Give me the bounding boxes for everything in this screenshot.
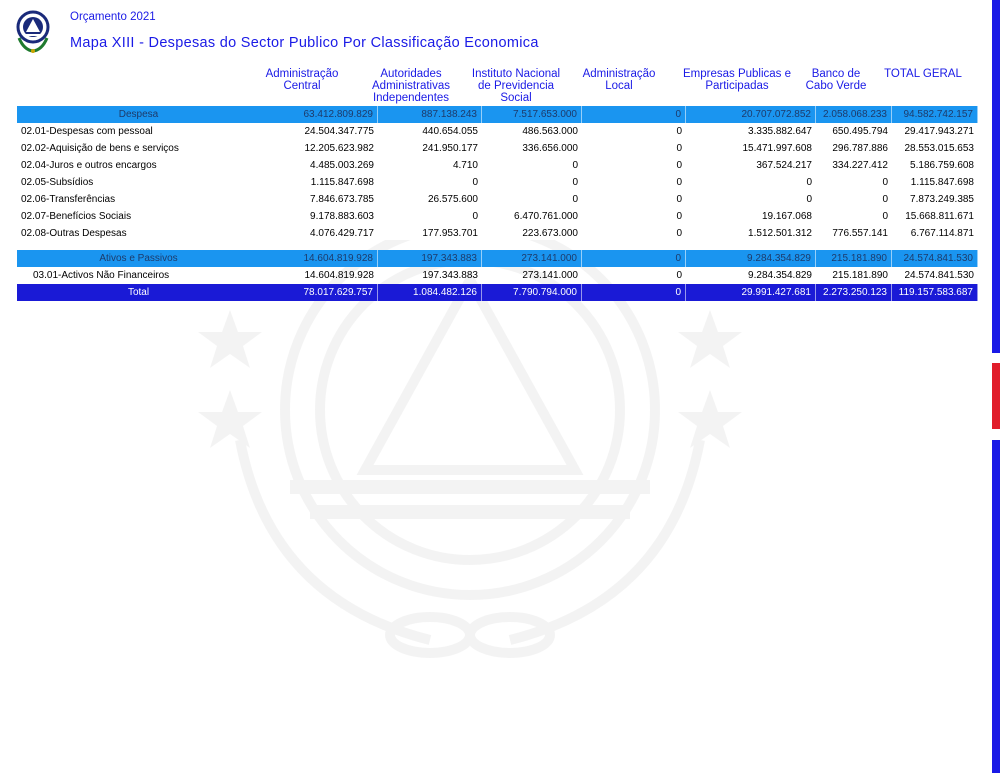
table-row (17, 267, 978, 284)
edge-bar-red (992, 363, 1000, 429)
cell: 1.084.482.126 (378, 284, 482, 301)
row-label: Total (127, 287, 150, 298)
cell: 0 (676, 194, 682, 205)
cell: 0 (882, 177, 888, 188)
cell: 0 (806, 177, 812, 188)
table-row (17, 123, 978, 140)
row-label: 02.05-Subsídios (21, 177, 94, 188)
cell: 6.470.761.000 (514, 211, 578, 222)
cell: 14.604.819.928 (304, 270, 374, 281)
row-label: Despesa (118, 109, 159, 120)
column-header-banco-cabo-verde: Banco de Cabo Verde (805, 68, 867, 92)
cell: 26.575.600 (427, 194, 478, 205)
cell: 296.787.886 (832, 143, 888, 154)
cell: 0 (676, 228, 682, 239)
cell: 4.076.429.717 (310, 228, 374, 239)
cell: 19.167.068 (761, 211, 812, 222)
cell: 20.707.072.852 (686, 106, 816, 123)
cell: 4.710 (452, 160, 478, 171)
cell: 14.604.819.928 (260, 250, 378, 267)
cell: 0 (676, 160, 682, 171)
row-label: Ativos e Passivos (99, 253, 178, 264)
column-header-empresas-publicas: Empresas Publicas e Participadas (682, 68, 792, 92)
column-header-administracao-local: Administração Local (582, 68, 656, 92)
cell: 336.656.000 (522, 143, 578, 154)
cell: 24.574.841.530 (904, 270, 974, 281)
cell: 273.141.000 (522, 270, 578, 281)
cell: 273.141.000 (482, 250, 582, 267)
edge-bar-blue-top (992, 0, 1000, 353)
cell: 0 (582, 250, 686, 267)
cell: 9.178.883.603 (310, 211, 374, 222)
cell: 0 (806, 194, 812, 205)
cell: 215.181.890 (816, 250, 892, 267)
budget-year-label: Orçamento 2021 (70, 11, 156, 23)
cell: 29.417.943.271 (904, 126, 974, 137)
row-label: 02.07-Benefícios Sociais (21, 211, 132, 222)
cell: 7.790.794.000 (482, 284, 582, 301)
table-row (17, 208, 978, 225)
cell: 1.512.501.312 (748, 228, 812, 239)
page-title: Mapa XIII - Despesas do Sector Publico Por Classificação Economica (70, 35, 539, 51)
cell: 3.335.882.647 (748, 126, 812, 137)
cell: 9.284.354.829 (686, 250, 816, 267)
cell: 440.654.055 (422, 126, 478, 137)
cell: 0 (676, 177, 682, 188)
cell: 15.471.997.608 (742, 143, 812, 154)
cell: 0 (572, 160, 578, 171)
table-row-total (17, 284, 978, 301)
coat-of-arms-icon (16, 10, 50, 54)
table-row-despesa (17, 106, 978, 123)
cell: 28.553.015.653 (904, 143, 974, 154)
cell: 223.673.000 (522, 228, 578, 239)
column-header-inps: Instituto Nacional de Previdencia Social (471, 68, 561, 104)
cell: 4.485.003.269 (310, 160, 374, 171)
cell: 94.582.742.157 (892, 106, 978, 123)
cell: 1.115.847.698 (310, 177, 374, 188)
cell: 15.668.811.671 (905, 211, 974, 222)
cell: 887.138.243 (378, 106, 482, 123)
row-label: 03.01-Activos Não Financeiros (33, 270, 170, 281)
cell: 7.846.673.785 (310, 194, 374, 205)
cell: 5.186.759.608 (910, 160, 974, 171)
row-label: 02.06-Transferências (21, 194, 116, 205)
cell: 78.017.629.757 (260, 284, 378, 301)
row-label: 02.08-Outras Despesas (21, 228, 127, 239)
cell: 63.412.809.829 (260, 106, 378, 123)
cell: 2.058.068.233 (816, 106, 892, 123)
column-header-total-geral: TOTAL GERAL (884, 68, 962, 80)
cell: 177.953.701 (422, 228, 478, 239)
cell: 0 (572, 194, 578, 205)
table-row-ativos-passivos (17, 250, 978, 267)
cell: 12.205.623.982 (304, 143, 374, 154)
cell: 1.115.847.698 (910, 177, 974, 188)
cell: 2.273.250.123 (816, 284, 892, 301)
cell: 650.495.794 (832, 126, 888, 137)
cell: 0 (472, 211, 478, 222)
edge-bar-blue-bottom (992, 440, 1000, 773)
cell: 367.524.217 (756, 160, 812, 171)
cell: 29.991.427.681 (686, 284, 816, 301)
cell: 215.181.890 (832, 270, 888, 281)
cell: 6.767.114.871 (910, 228, 974, 239)
cell: 0 (676, 143, 682, 154)
cell: 0 (676, 270, 682, 281)
column-header-administracao-central: Administração Central (265, 68, 339, 92)
row-label: 02.04-Juros e outros encargos (21, 160, 157, 171)
cell: 7.517.653.000 (482, 106, 582, 123)
cell: 0 (582, 106, 686, 123)
cell: 334.227.412 (832, 160, 888, 171)
table-row (17, 191, 978, 208)
cell: 24.574.841.530 (892, 250, 978, 267)
table-row (17, 157, 978, 174)
cell: 0 (676, 211, 682, 222)
cell: 0 (582, 284, 686, 301)
cell: 0 (676, 126, 682, 137)
cell: 7.873.249.385 (910, 194, 974, 205)
cell: 197.343.883 (378, 250, 482, 267)
coat-of-arms-watermark (180, 240, 760, 670)
cell: 0 (882, 194, 888, 205)
cell: 0 (472, 177, 478, 188)
cell: 119.157.583.687 (892, 284, 978, 301)
cell: 0 (882, 211, 888, 222)
cell: 9.284.354.829 (748, 270, 812, 281)
table-row (17, 140, 978, 157)
table-row (17, 225, 978, 242)
cell: 197.343.883 (422, 270, 478, 281)
cell: 486.563.000 (522, 126, 578, 137)
cell: 241.950.177 (422, 143, 478, 154)
row-label: 02.02-Aquisição de bens e serviços (21, 143, 179, 154)
table-row (17, 174, 978, 191)
expense-table (17, 106, 978, 301)
cell: 776.557.141 (832, 228, 888, 239)
row-label: 02.01-Despesas com pessoal (21, 126, 153, 137)
cell: 0 (572, 177, 578, 188)
column-header-autoridades: Autoridades Administrativas Independentes (372, 68, 450, 104)
cell: 24.504.347.775 (304, 126, 374, 137)
